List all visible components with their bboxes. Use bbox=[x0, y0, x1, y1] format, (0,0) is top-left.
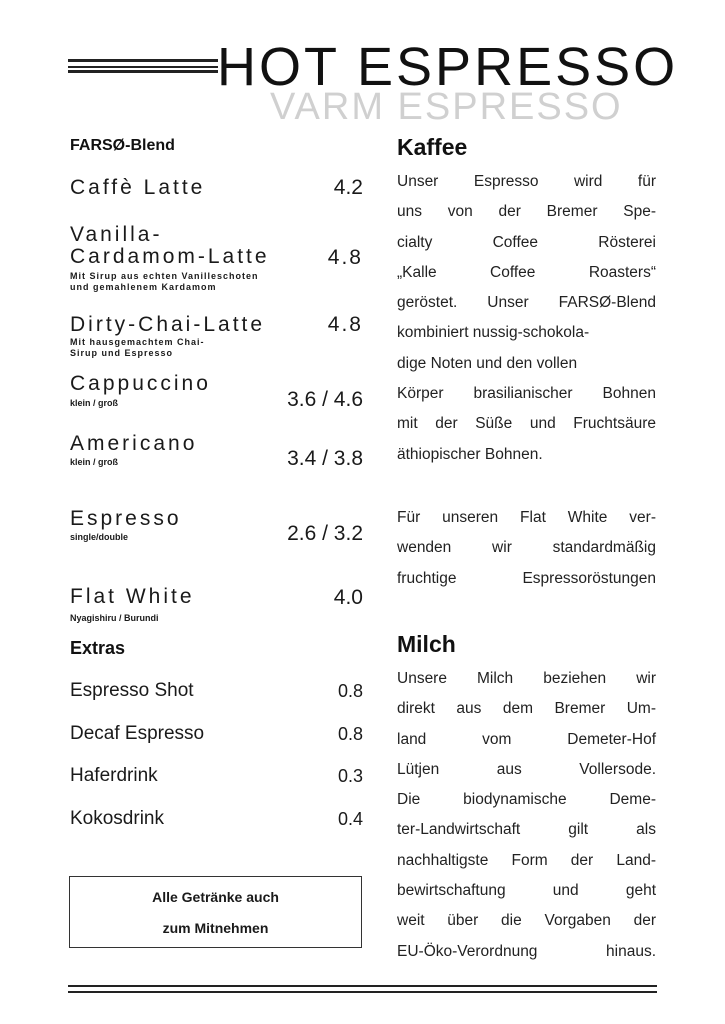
page-subtitle: VARM ESPRESSO bbox=[270, 86, 623, 128]
takeaway-notice-box bbox=[69, 876, 362, 948]
text-line: wenden wir standardmäßig bbox=[397, 539, 656, 557]
item-note: single/double bbox=[70, 532, 129, 542]
blend-heading: FARSØ-Blend bbox=[70, 137, 175, 154]
item-name: Flat White bbox=[70, 585, 195, 608]
text-line: bewirtschaftung und geht bbox=[397, 882, 656, 900]
item-name: Americano bbox=[70, 432, 198, 455]
text-line: cialty Coffee Rösterei bbox=[397, 233, 656, 251]
milch-text bbox=[397, 664, 656, 967]
notice-line1: Alle Getränke auch bbox=[152, 889, 279, 905]
text-line: „Kalle Coffee Roasters“ bbox=[397, 263, 656, 281]
notice-line2: zum Mitnehmen bbox=[162, 920, 269, 936]
item-note: klein / groß bbox=[70, 457, 119, 467]
item-price: 3.6 / 4.6 bbox=[287, 388, 363, 411]
item-name: Espresso bbox=[70, 507, 182, 530]
milch-heading: Milch bbox=[397, 631, 456, 657]
item-price: 4.0 bbox=[333, 586, 363, 609]
text-line: äthiopischer Bohnen. bbox=[397, 445, 543, 463]
extras-heading: Extras bbox=[70, 638, 126, 658]
text-line: nachhaltigste Form der Land- bbox=[397, 851, 656, 869]
item-price: 3.4 / 3.8 bbox=[287, 447, 363, 470]
item-note-line1: Mit hausgemachtem Chai- bbox=[70, 337, 205, 347]
extra-name: Decaf Espresso bbox=[70, 723, 205, 744]
text-line: uns von der Bremer Spe- bbox=[397, 203, 656, 221]
item-name: Dirty-Chai-Latte bbox=[70, 313, 266, 336]
item-name: Cappuccino bbox=[70, 372, 211, 395]
text-line: Unser Espresso wird für bbox=[397, 173, 656, 190]
extra-price: 0.4 bbox=[337, 809, 363, 829]
item-note-line1: Mit Sirup aus echten Vanilleschoten bbox=[70, 271, 259, 281]
item-price: 4.2 bbox=[333, 176, 363, 199]
extra-price: 0.8 bbox=[337, 724, 363, 744]
flat-white-text bbox=[397, 503, 656, 594]
text-line: Körper brasilianischer Bohnen bbox=[397, 385, 656, 403]
item-note: klein / groß bbox=[70, 398, 119, 408]
text-line: direkt aus dem Bremer Um- bbox=[397, 700, 656, 718]
text-line: Lütjen aus Vollersode. bbox=[397, 760, 656, 778]
extra-name: Haferdrink bbox=[70, 765, 158, 786]
item-price: 4.8 bbox=[327, 313, 363, 336]
extra-name: Kokosdrink bbox=[70, 808, 164, 829]
item-name: Caffè Latte bbox=[70, 176, 206, 199]
text-line: Für unseren Flat White ver- bbox=[397, 509, 656, 526]
text-line: geröstet. Unser FARSØ-Blend bbox=[397, 294, 656, 312]
extra-price: 0.3 bbox=[337, 766, 363, 786]
footer-decorative-lines bbox=[68, 985, 657, 994]
item-note: Nyagishiru / Burundi bbox=[70, 613, 159, 623]
text-line: dige Noten und den vollen bbox=[397, 354, 578, 372]
page-title: HOT ESPRESSO bbox=[217, 37, 679, 97]
text-line: Unsere Milch beziehen wir bbox=[397, 670, 656, 687]
header-decorative-lines bbox=[68, 59, 218, 73]
text-line: EU-Öko-Verordnung hinaus. bbox=[397, 942, 656, 960]
item-price: 2.6 / 3.2 bbox=[287, 522, 363, 545]
text-line: kombiniert nussig-schokola- bbox=[397, 324, 590, 342]
extra-name: Espresso Shot bbox=[70, 680, 194, 701]
item-price: 4.8 bbox=[327, 246, 363, 269]
text-line: mit der Süße und Fruchtsäure bbox=[397, 415, 656, 433]
text-line: land vom Demeter-Hof bbox=[397, 730, 656, 748]
kaffee-text bbox=[397, 167, 656, 470]
item-note-line2: Sirup und Espresso bbox=[70, 348, 174, 358]
text-line: ter-Landwirtschaft gilt als bbox=[397, 821, 656, 839]
text-line: Die biodynamische Deme- bbox=[397, 791, 656, 809]
item-name-line1: Vanilla- bbox=[70, 223, 163, 246]
text-line: fruchtige Espressoröstungen bbox=[397, 569, 656, 587]
item-note-line2: und gemahlenem Kardamom bbox=[70, 282, 217, 292]
text-line: weit über die Vorgaben der bbox=[397, 912, 656, 930]
extra-price: 0.8 bbox=[337, 681, 363, 701]
kaffee-heading: Kaffee bbox=[397, 134, 468, 160]
item-name-line2: Cardamom-Latte bbox=[70, 245, 270, 268]
